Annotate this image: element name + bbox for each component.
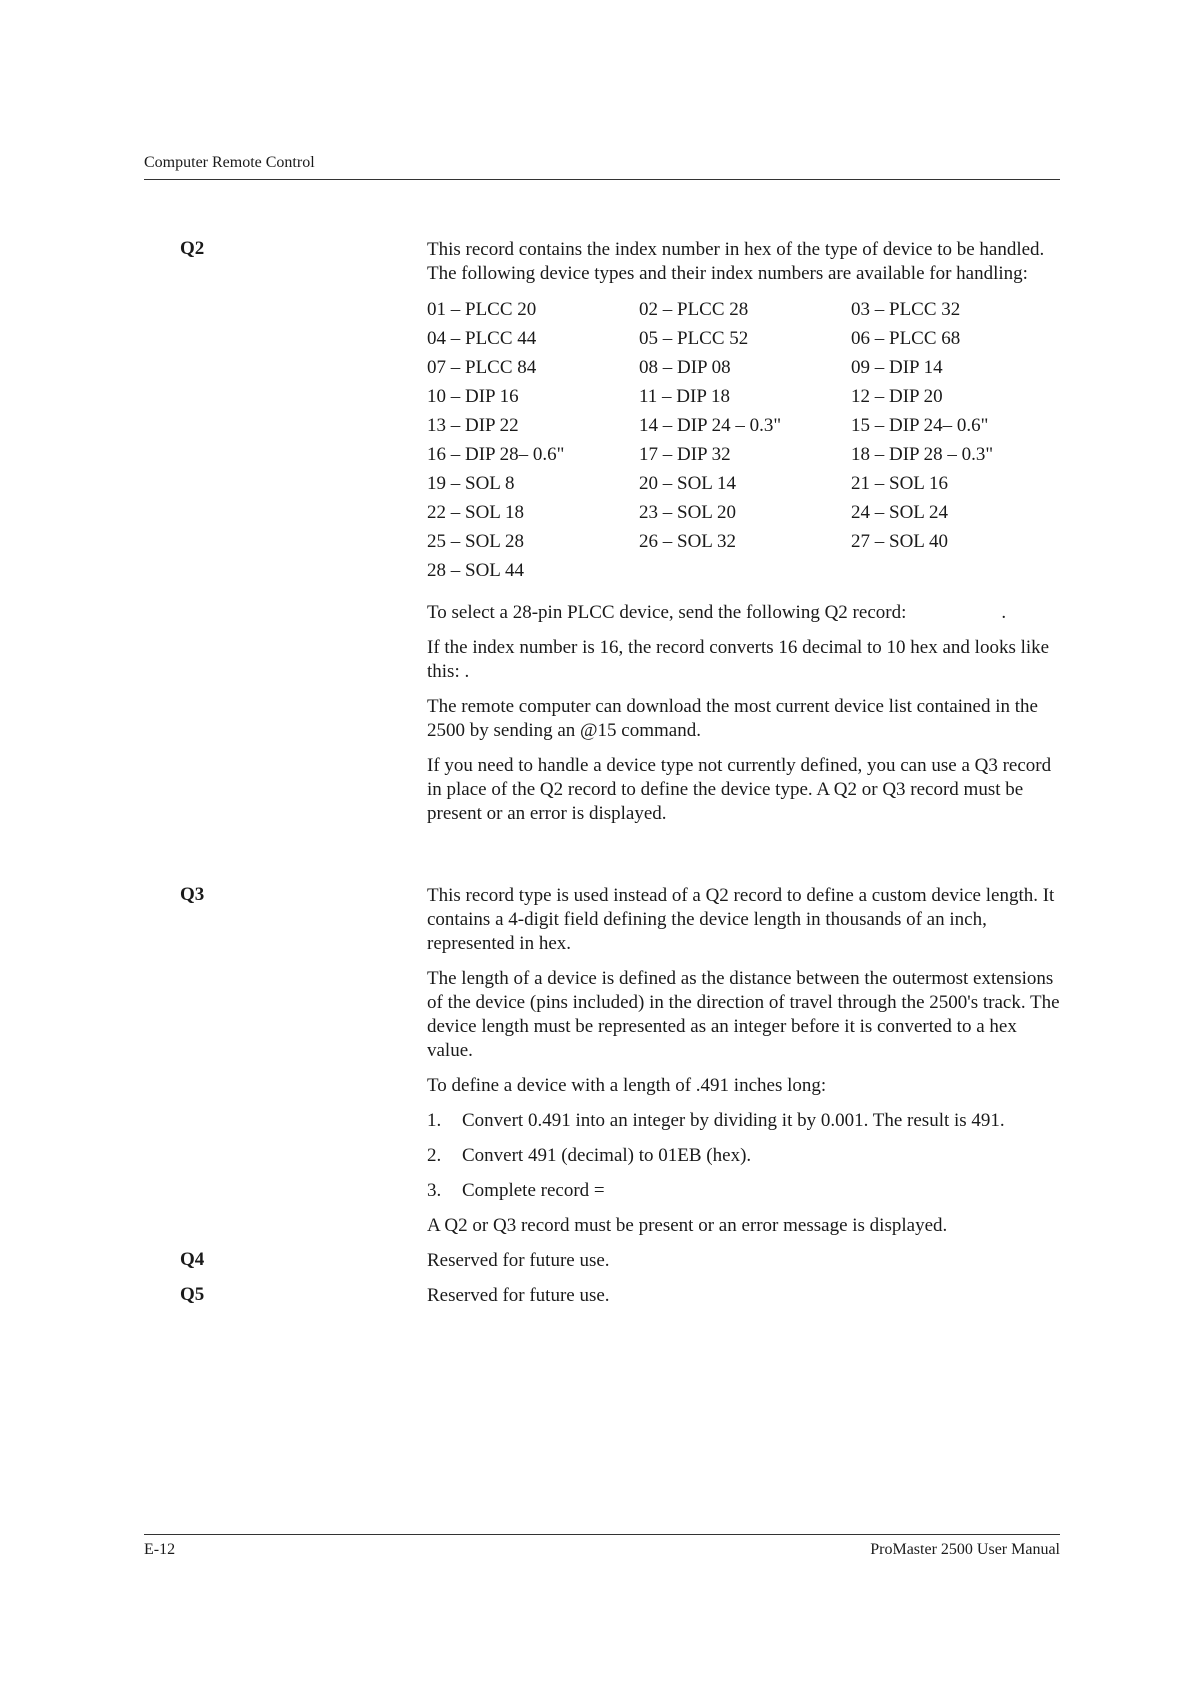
device-type-item: 07 – PLCC 84 — [427, 357, 537, 378]
running-header: Computer Remote Control — [144, 154, 315, 171]
device-type-item: 18 – DIP 28 – 0.3" — [851, 444, 994, 465]
q3-paragraph: This record type is used instead of a Q2 record to define a custom device length. It contains a 4-digit field defining the device length in thousands of an inch, represented in hex. — [427, 885, 1055, 954]
device-type-item: 02 – PLCC 28 — [639, 299, 749, 320]
q3-paragraph: A Q2 or Q3 record must be present or an error message is displayed. — [427, 1215, 948, 1236]
device-type-item: 01 – PLCC 20 — [427, 299, 537, 320]
device-type-item: 05 – PLCC 52 — [639, 328, 749, 349]
device-type-item: 28 – SOL 44 — [427, 560, 524, 581]
q3-label: Q3 — [180, 884, 205, 905]
device-type-item: 03 – PLCC 32 — [851, 299, 961, 320]
device-type-item: 09 – DIP 14 — [851, 357, 943, 378]
footer-rule — [144, 1534, 1060, 1535]
step-number: 2. — [427, 1145, 442, 1166]
device-type-item: 22 – SOL 18 — [427, 502, 524, 523]
device-type-item: 16 – DIP 28– 0.6" — [427, 444, 565, 465]
device-type-item: 14 – DIP 24 – 0.3" — [639, 415, 782, 436]
step-item — [427, 1144, 1067, 1168]
step-text: Convert 0.491 into an integer by dividing it by 0.001. The result is 491. — [462, 1110, 1005, 1131]
device-type-item: 17 – DIP 32 — [639, 444, 731, 465]
device-type-item: 12 – DIP 20 — [851, 386, 943, 407]
q2-section — [427, 238, 1067, 837]
step-item — [427, 1179, 1067, 1203]
device-type-item: 08 – DIP 08 — [639, 357, 731, 378]
device-type-item: 26 – SOL 32 — [639, 531, 736, 552]
q3-steps — [427, 1109, 1067, 1203]
device-type-item: 11 – DIP 18 — [639, 386, 730, 407]
q3-section — [427, 884, 1067, 1249]
q2-paragraph: If you need to handle a device type not currently defined, you can use a Q3 record in place of the Q2 record to define the device type. A Q2 or Q3 record must be present or an error is displayed. — [427, 755, 1052, 824]
q2-intro: This record contains the index number in hex of the type of device to be handled. The following device types and their index numbers are available for handling: — [427, 239, 1045, 284]
q2-label: Q2 — [180, 238, 205, 259]
q4-label: Q4 — [180, 1249, 205, 1270]
header-rule — [144, 179, 1060, 180]
device-type-item: 21 – SOL 16 — [851, 473, 948, 494]
device-type-item: 19 – SOL 8 — [427, 473, 515, 494]
q2-paragraph: If the index number is 16, the record converts 16 decimal to 10 hex and looks like this: . — [427, 637, 1050, 682]
manual-title: ProMaster 2500 User Manual — [870, 1541, 1060, 1558]
device-type-item: 24 – SOL 24 — [851, 502, 948, 523]
device-type-item: 25 – SOL 28 — [427, 531, 524, 552]
q2-paragraph: To select a 28-pin PLCC device, send the following Q2 record: . — [427, 602, 1007, 623]
step-number: 1. — [427, 1110, 442, 1131]
page-number: E-12 — [144, 1541, 176, 1558]
step-text: Complete record = — [462, 1180, 605, 1201]
device-type-item: 20 – SOL 14 — [639, 473, 736, 494]
q3-paragraph: To define a device with a length of .491 inches long: — [427, 1075, 827, 1096]
device-type-item: 23 – SOL 20 — [639, 502, 736, 523]
q4-text: Reserved for future use. — [427, 1250, 610, 1271]
q2-paragraph: The remote computer can download the most current device list contained in the 2500 by sending an @15 command. — [427, 696, 1038, 741]
device-type-item: 15 – DIP 24– 0.6" — [851, 415, 989, 436]
device-type-item: 10 – DIP 16 — [427, 386, 519, 407]
step-text: Convert 491 (decimal) to 01EB (hex). — [462, 1145, 752, 1166]
q5-label: Q5 — [180, 1284, 205, 1305]
device-type-item: 06 – PLCC 68 — [851, 328, 961, 349]
q3-paragraph: The length of a device is defined as the distance between the outermost extensions of the device (pins included) in the direction of travel through the 2500's track. The device length must be represented as an integer before it is converted to a hex value. — [427, 968, 1060, 1061]
device-type-item: 27 – SOL 40 — [851, 531, 948, 552]
device-type-item: 04 – PLCC 44 — [427, 328, 537, 349]
q5-text: Reserved for future use. — [427, 1285, 610, 1306]
step-number: 3. — [427, 1180, 442, 1201]
step-item — [427, 1109, 1067, 1133]
device-type-item: 13 – DIP 22 — [427, 415, 519, 436]
device-type-table — [427, 298, 1067, 583]
